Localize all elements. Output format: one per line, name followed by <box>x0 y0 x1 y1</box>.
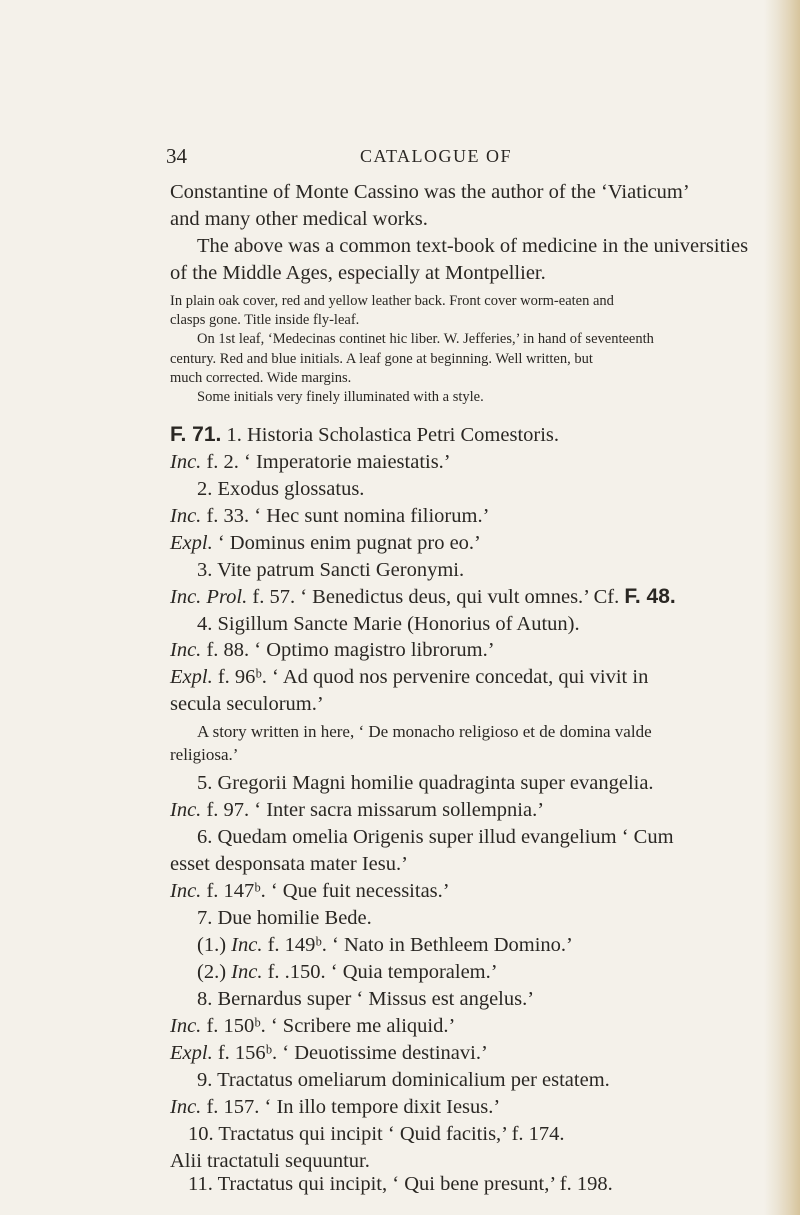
running-title: CATALOGUE OF <box>359 146 513 166</box>
entry-line: Inc. f. 157. ‘ In illo tempore dixit Iesus.’ <box>170 1096 501 1118</box>
intro-line: Constantine of Monte Cassino was the author of the ‘Viaticum’ <box>170 181 690 203</box>
note-line: Some initials very finely illuminated with a style. <box>197 389 484 405</box>
entry-line: Inc. f. 33. ‘ Hec sunt nomina filiorum.’ <box>170 504 490 527</box>
note-line: much corrected. Wide margins. <box>170 369 352 386</box>
entry-line: esset desponsata mater Iesu.’ <box>170 853 408 876</box>
entry-line: 5. Gregorii Magni homilie quadraginta super evangelia. <box>197 772 654 795</box>
entry-line: 8. Bernardus super ‘ Missus est angelus.’ <box>197 988 535 1011</box>
entry-line: Inc. f. 97. ‘ Inter sacra missarum sollempnia.’ <box>170 799 545 822</box>
entry-line: Inc. f. 88. ‘ Optimo magistro librorum.’ <box>170 639 495 662</box>
entry-line: Inc. Prol. f. 57. ‘ Benedictus deus, qui vult omnes.’ Cf. F. 48. <box>170 584 676 608</box>
entry-note: A story written in here, ‘ De monacho religioso et de domina valde <box>197 722 652 742</box>
intro-line: and many other medical works. <box>170 208 428 230</box>
intro-line: The above was a common text-book of medicine in the universities <box>197 234 749 257</box>
entry-line: 2. Exodus glossatus. <box>197 477 365 500</box>
note-line: clasps gone. Title inside fly-leaf. <box>170 312 360 328</box>
entry-line: Expl. f. 156ᵇ. ‘ Deuotissime destinavi.’ <box>170 1042 488 1064</box>
entry-line: Inc. f. 2. ‘ Imperatorie maiestatis.’ <box>170 450 451 473</box>
entry-line: 4. Sigillum Sancte Marie (Honorius of Autun). <box>197 612 580 635</box>
cross-reference: F. 48. <box>624 584 676 608</box>
shelfmark: F. 71. <box>170 422 222 446</box>
entry-line: Expl. f. 96ᵇ. ‘ Ad quod nos pervenire concedat, qui vivit in <box>170 666 649 689</box>
page-edge-shadow <box>764 0 800 1215</box>
entry-line: secula seculorum.’ <box>170 693 324 716</box>
entry-line: 11. Tractatus qui incipit, ‘ Qui bene presunt,’ f. 198. <box>188 1173 613 1195</box>
page-header <box>166 144 706 170</box>
entry-line: 6. Quedam omelia Origenis super illud evangelium ‘ Cum <box>197 826 674 849</box>
note-line: On 1st leaf, ‘Medecinas continet hic liber. W. Jefferies,’ in hand of seventeenth <box>197 331 654 348</box>
entry-line: Expl. ‘ Dominus enim pugnat pro eo.’ <box>170 531 481 554</box>
entry-line: Inc. f. 147ᵇ. ‘ Que fuit necessitas.’ <box>170 880 450 903</box>
entry-line: 7. Due homilie Bede. <box>197 907 372 930</box>
entry-title: 1. Historia Scholastica Petri Comestoris. <box>226 423 560 446</box>
page-number: 34 <box>166 144 187 168</box>
entry-line: Inc. f. 150ᵇ. ‘ Scribere me aliquid.’ <box>170 1015 456 1038</box>
entry-line: (1.) Inc. f. 149ᵇ. ‘ Nato in Bethleem Domino.’ <box>197 934 573 957</box>
entry-line: 9. Tractatus omeliarum dominicalium per estatem. <box>197 1069 610 1091</box>
entry-line: 10. Tractatus qui incipit ‘ Quid facitis,’ f. 174. <box>188 1122 565 1145</box>
entry-line: 3. Vite patrum Sancti Geronymi. <box>197 558 465 581</box>
intro-line: of the Middle Ages, especially at Montpellier. <box>170 261 546 284</box>
entry-heading <box>170 423 559 447</box>
note-line: In plain oak cover, red and yellow leather back. Front cover worm-eaten and <box>170 292 614 309</box>
entry-line: Alii tractatuli sequuntur. <box>170 1149 370 1172</box>
entry-line: (2.) Inc. f. .150. ‘ Quia temporalem.’ <box>197 961 498 984</box>
note-line: century. Red and blue initials. A leaf gone at beginning. Well written, but <box>170 350 593 367</box>
entry-note: religiosa.’ <box>170 745 239 765</box>
